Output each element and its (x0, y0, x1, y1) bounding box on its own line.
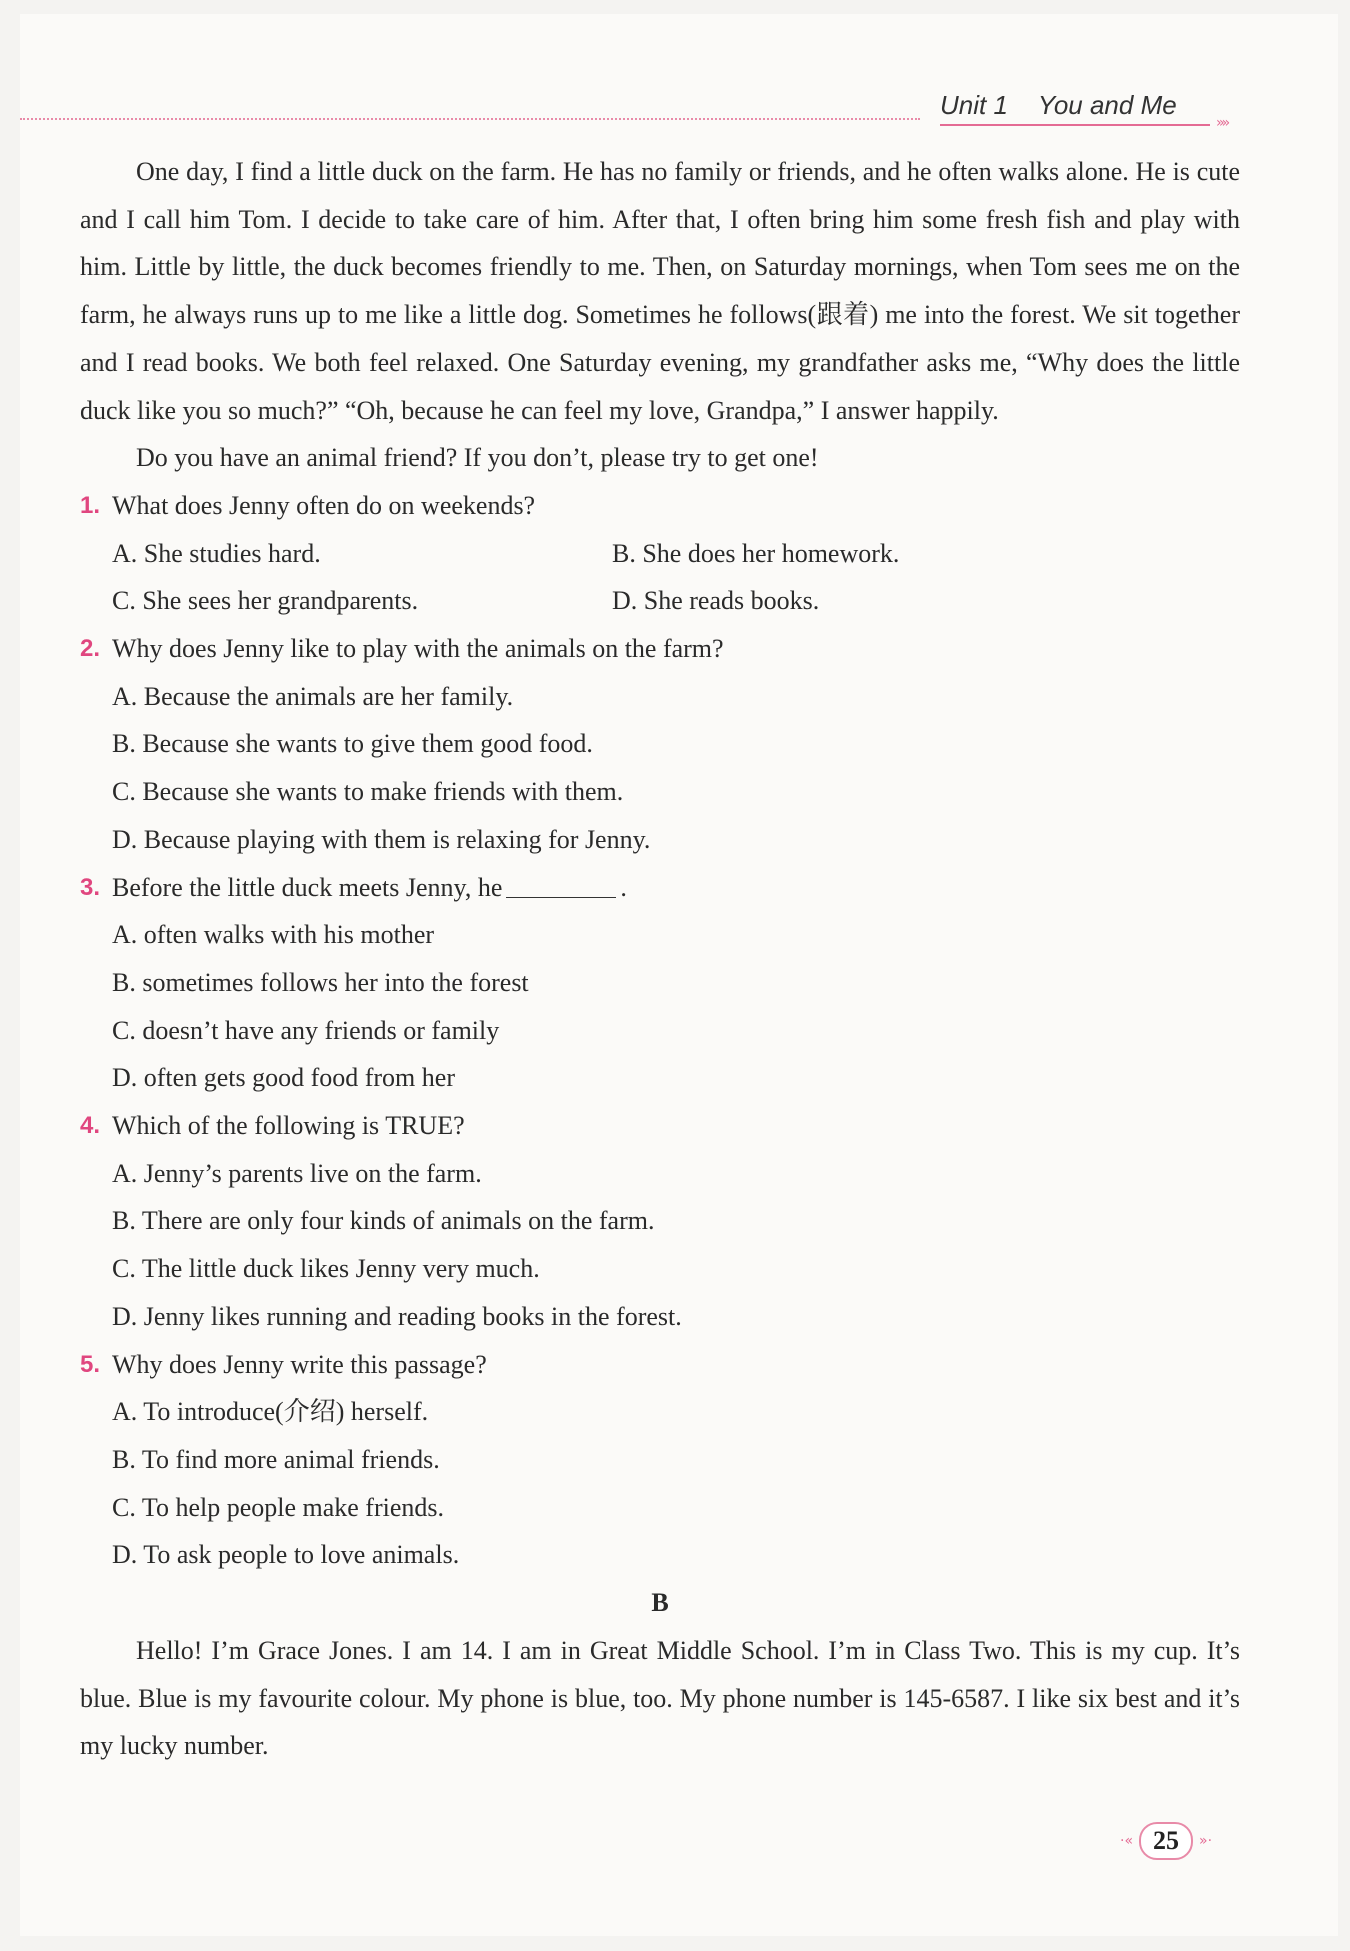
page-number: 25 (1139, 1822, 1193, 1860)
question-1-options-row (80, 577, 1240, 625)
question-5 (80, 1341, 1240, 1389)
option[interactable]: D. She reads books. (612, 586, 820, 616)
question-1-options-row (80, 530, 1240, 578)
question-4 (80, 1102, 1240, 1150)
question-1 (80, 482, 1240, 530)
option[interactable]: B. There are only four kinds of animals on the farm. (112, 1206, 655, 1236)
question-3 (80, 864, 1240, 912)
header-unit: Unit 1 (940, 90, 1008, 120)
question-number: 5. (80, 1350, 101, 1378)
option[interactable]: D. often gets good food from her (112, 1063, 455, 1093)
option[interactable]: A. Because the animals are her family. (112, 681, 514, 711)
option[interactable]: C. Because she wants to make friends with them. (112, 777, 624, 807)
passage-a-paragraph-2: Do you have an animal friend? If you don’t, please try to get one! (136, 443, 819, 473)
passage-b-paragraph: Hello! I’m Grace Jones. I am 14. I am in Great Middle School. I’m in Class Two. This is my cup. It’s blue. Blue is my favourite colour. My phone is blue, too. My phone number is 145-6587. I like six best and it’s my lucky number. (80, 1635, 1240, 1761)
option[interactable]: A. Jenny’s parents live on the farm. (112, 1158, 482, 1188)
option[interactable]: D. Because playing with them is relaxing for Jenny. (112, 824, 651, 854)
option[interactable]: D. To ask people to love animals. (112, 1540, 460, 1570)
question-number: 1. (80, 491, 101, 519)
header-title: You and Me (1037, 90, 1177, 120)
running-header (940, 90, 1177, 121)
passage-a-paragraph-1: One day, I find a little duck on the farm. He has no family or friends, and he often walks alone. He is cute and I call him Tom. I decide to take care of him. After that, I often bring him some fresh fish and play with him. Little by little, the duck becomes friendly to me. Then, on Saturday mornings, when Tom sees me on the farm, he always runs up to me like a little dog. Sometimes he follows(跟着) me into the forest. We sit together and I read books. We both feel relaxed. One Saturday evening, my grandfather asks me, “Why does the little duck like you so much?” “Oh, because he can feel my love, Grandpa,” I answer happily. (80, 157, 1240, 425)
option[interactable]: C. doesn’t have any friends or family (112, 1015, 500, 1045)
question-stem: Before the little duck meets Jenny, he (112, 872, 503, 902)
header-dotted-rule (20, 118, 920, 120)
question-stem: Why does Jenny write this passage? (112, 1349, 487, 1379)
page-footer (1120, 1822, 1212, 1860)
header-solid-rule (940, 124, 1210, 126)
section-b-heading: B (651, 1588, 669, 1618)
question-stem: What does Jenny often do on weekends? (112, 490, 536, 520)
option[interactable]: B. Because she wants to give them good food. (112, 729, 593, 759)
question-number: 4. (80, 1112, 101, 1140)
option[interactable]: C. She sees her grandparents. (112, 586, 419, 616)
question-2 (80, 625, 1240, 673)
option[interactable]: A. often walks with his mother (112, 920, 435, 950)
option[interactable]: C. To help people make friends. (112, 1492, 445, 1522)
question-stem: Why does Jenny like to play with the animals on the farm? (112, 634, 724, 664)
option[interactable]: A. She studies hard. (112, 538, 321, 568)
option[interactable]: A. To introduce(介绍) herself. (112, 1397, 429, 1427)
footer-left-deco-icon: ·« (1120, 1833, 1134, 1849)
question-stem-end: . (620, 872, 627, 902)
answer-blank[interactable] (506, 869, 616, 898)
option[interactable]: C. The little duck likes Jenny very much. (112, 1254, 540, 1284)
question-number: 3. (80, 873, 101, 901)
header-arrows-icon: »» (1216, 115, 1228, 131)
footer-right-deco-icon: »· (1199, 1833, 1213, 1849)
question-stem: Which of the following is TRUE? (112, 1111, 465, 1141)
page-content (80, 148, 1240, 1770)
option[interactable]: B. To find more animal friends. (112, 1444, 440, 1474)
option[interactable]: B. She does her homework. (612, 538, 900, 568)
question-number: 2. (80, 635, 101, 663)
option[interactable]: B. sometimes follows her into the forest (112, 967, 529, 997)
option[interactable]: D. Jenny likes running and reading books in the forest. (112, 1301, 682, 1331)
